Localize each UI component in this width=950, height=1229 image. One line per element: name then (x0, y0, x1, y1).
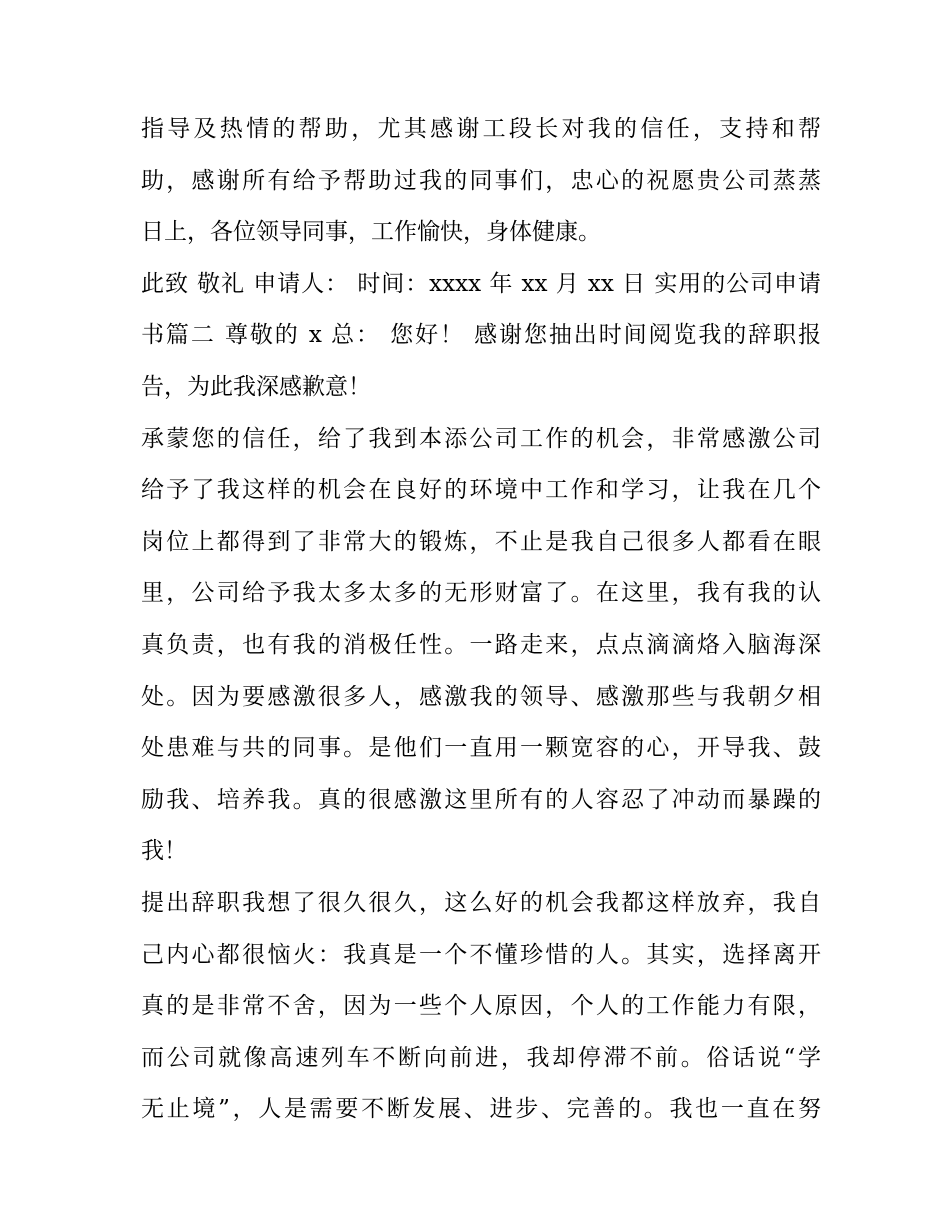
text-line: 里，公司给予我太多太多的无形财富了。在这里，我有我的认 (141, 580, 821, 607)
text-line: 此致 敬礼 申请人： 时间：xxxx 年 xx 月 xx 日 实用的公司申请 (141, 270, 821, 297)
text-line: 真的是非常不舍，因为一些个人原因，个人的工作能力有限， (141, 993, 821, 1020)
text-line: 而公司就像高速列车不断向前进，我却停滞不前。俗话说“学 (141, 1044, 821, 1071)
text-line: 给予了我这样的机会在良好的环境中工作和学习，让我在几个 (141, 477, 821, 504)
text-line: 日上，各位领导同事，工作愉快，身体健康。 (141, 219, 601, 246)
text-line: 处患难与共的同事。是他们一直用一颗宽容的心，开导我、鼓 (141, 735, 821, 762)
text-line: 告，为此我深感歉意！ (141, 373, 371, 400)
text-line: 励我、培养我。真的很感激这里所有的人容忍了冲动而暴躁的 (141, 786, 821, 813)
text-line: 助，感谢所有给予帮助过我的同事们，忠心的祝愿贵公司蒸蒸 (141, 167, 821, 194)
text-line: 岗位上都得到了非常大的锻炼，不止是我自己很多人都看在眼 (141, 528, 821, 555)
text-line: 无止境”，人是需要不断发展、进步、完善的。我也一直在努 (141, 1096, 821, 1123)
text-line: 承蒙您的信任，给了我到本添公司工作的机会，非常感激公司 (141, 425, 821, 452)
text-line: 书篇二 尊敬的 x 总： 您好！ 感谢您抽出时间阅览我的辞职报 (141, 322, 821, 349)
text-line: 己内心都很恼火：我真是一个不懂珍惜的人。其实，选择离开 (141, 941, 821, 968)
text-line: 提出辞职我想了很久很久，这么好的机会我都这样放弃，我自 (141, 889, 821, 916)
text-line: 真负责，也有我的消极任性。一路走来，点点滴滴烙入脑海深 (141, 631, 821, 658)
text-line: 处。因为要感激很多人，感激我的领导、感激那些与我朝夕相 (141, 683, 821, 710)
body-text (141, 104, 821, 1136)
text-line: 我！ (141, 838, 187, 865)
text-line: 指导及热情的帮助，尤其感谢工段长对我的信任，支持和帮 (141, 116, 821, 142)
